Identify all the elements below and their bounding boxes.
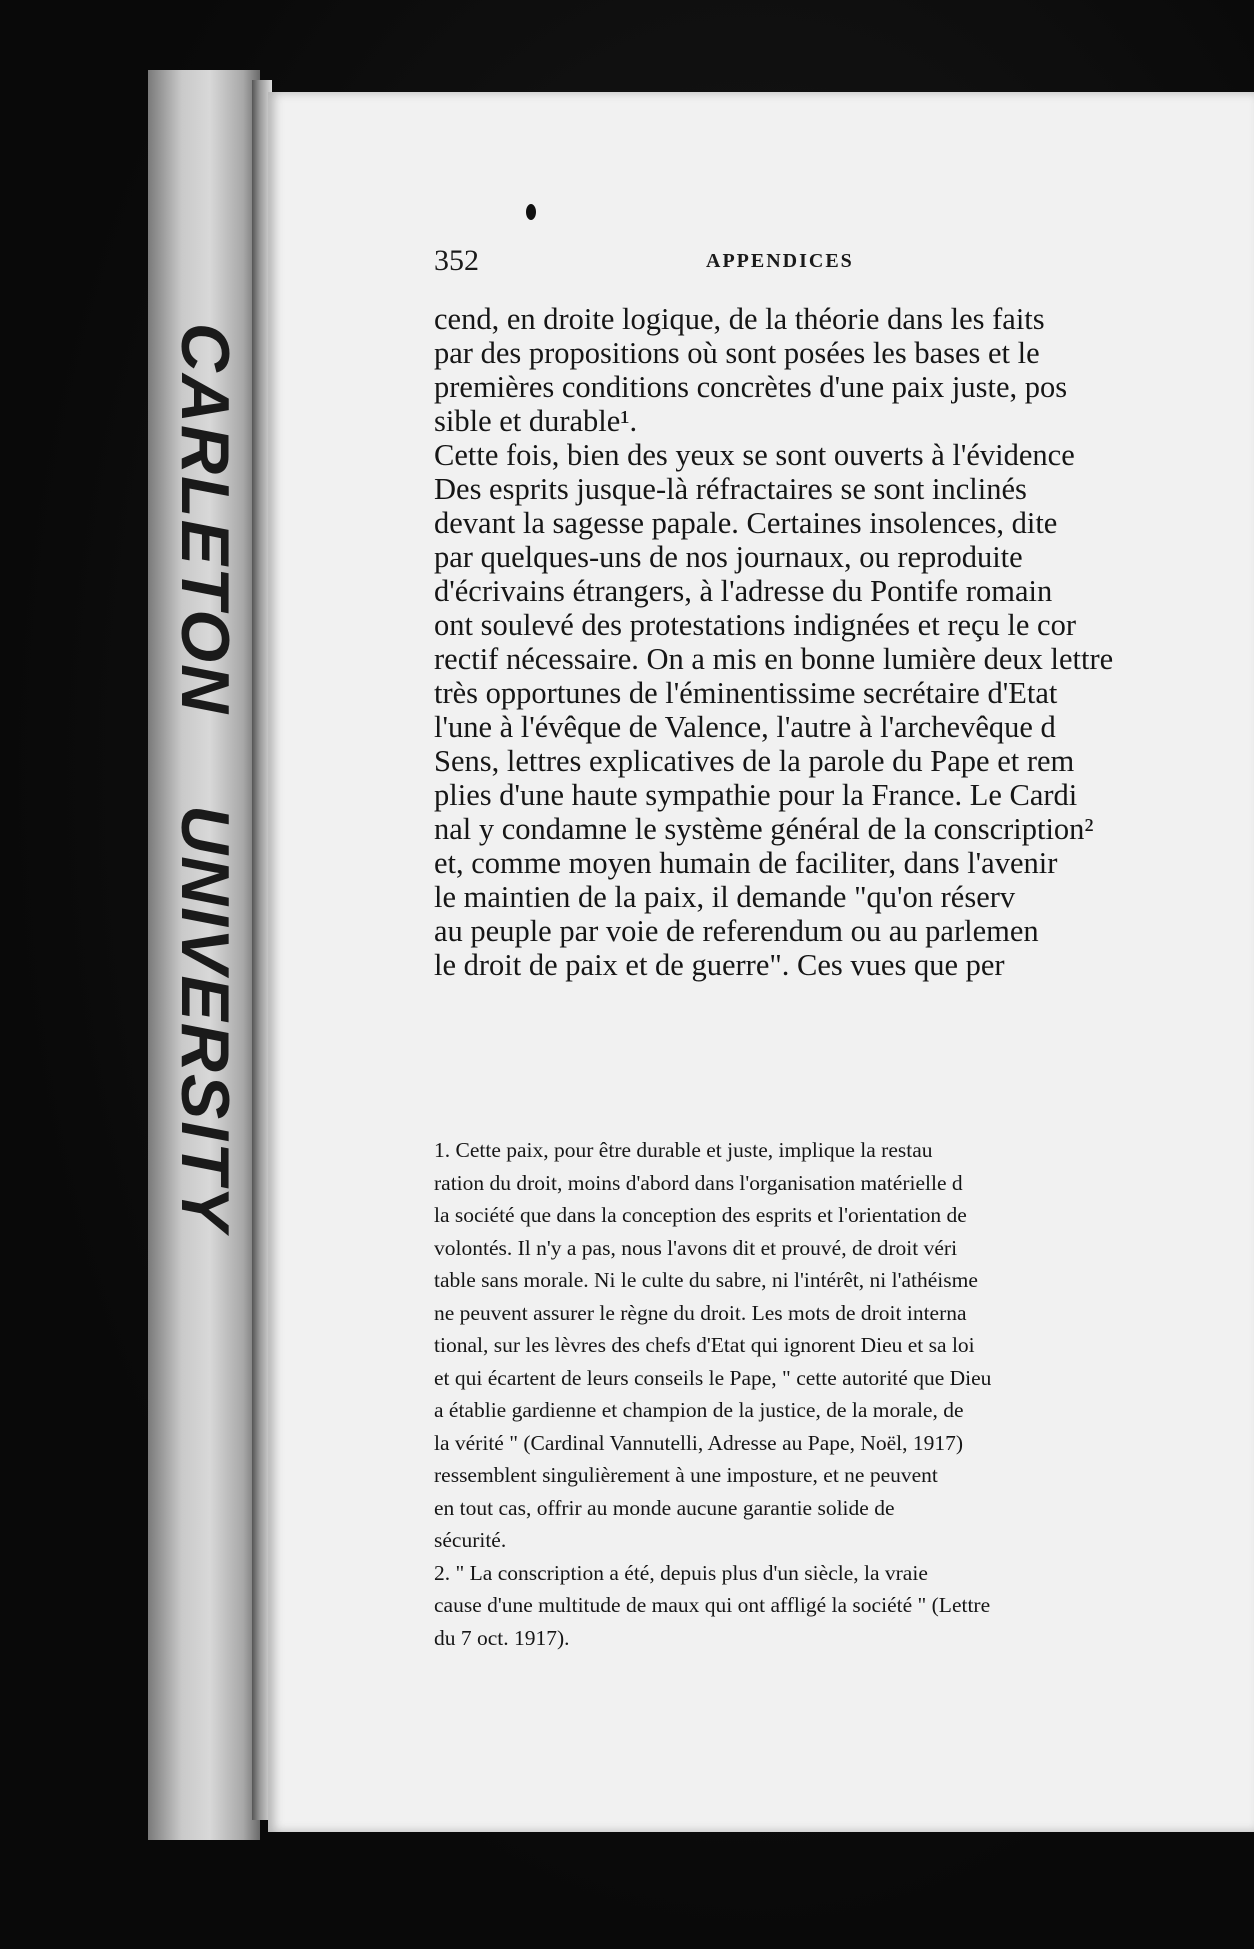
body-line: l'une à l'évêque de Valence, l'autre à l'archevêque d [434,710,1056,744]
body-line: ont soulevé des protestations indignées et reçu le cor [434,608,1077,642]
body-line: premières conditions concrètes d'une paix juste, pos [434,370,1068,404]
footnote-line: sécurité. [434,1528,507,1552]
ink-dot [526,204,536,220]
footnote-line: table sans morale. Ni le culte du sabre, ni l'intérêt, ni l'athéisme [434,1268,978,1292]
body-line: Cette fois, bien des yeux se sont ouverts à l'évidence [434,438,1075,472]
page-header [434,244,1254,284]
running-head: APPENDICES [706,250,854,272]
body-line: plies d'une haute sympathie pour la France. Le Cardi [434,778,1078,812]
footnote-line: ne peuvent assurer le règne du droit. Les mots de droit interna [434,1300,967,1325]
body-line: nal y condamne le système général de la conscription² [434,812,1094,846]
body-line: au peuple par voie de referendum ou au parlemen [434,914,1039,948]
body-line: d'écrivains étrangers, à l'adresse du Pontife romain [434,574,1053,608]
footnote-line: la vérité " (Cardinal Vannutelli, Adresse au Pape, Noël, 1917) [434,1430,964,1455]
spine-title-bottom: UNIVERSITY [167,804,243,1234]
page-number: 352 [434,244,479,277]
footnote-line: cause d'une multitude de maux qui ont affligé la société " (Lettre [434,1593,991,1617]
footnote-line: ressemblent singulièrement à une imposture, et ne peuvent [434,1463,938,1487]
footnote-line: volontés. Il n'y a pas, nous l'avons dit et prouvé, de droit véri [434,1235,958,1260]
body-line: sible et durable¹. [434,404,638,438]
body-line: le droit de paix et de guerre". Ces vues que per [434,948,1005,982]
body-line: devant la sagesse papale. Certaines insolences, dite [434,506,1058,540]
body-line: cend, en droite logique, de la théorie dans les faits [434,302,1045,336]
footnote-line: a établie gardienne et champion de la justice, de la morale, de [434,1398,964,1422]
footnote-line: 1. Cette paix, pour être durable et juste, implique la restau [434,1138,933,1162]
footnote-line: en tout cas, offrir au monde aucune garantie solide de [434,1495,895,1520]
footnote-line: la société que dans la conception des esprits et l'orientation de [434,1203,967,1227]
body-line: par quelques-uns de nos journaux, ou reproduite [434,540,1023,574]
book-page [268,92,1254,1832]
body-line: et, comme moyen humain de faciliter, dans l'avenir [434,846,1058,880]
body-line: rectif nécessaire. On a mis en bonne lumière deux lettre [434,642,1114,676]
body-line: Sens, lettres explicatives de la parole du Pape et rem [434,744,1075,778]
body-line: Des esprits jusque-là réfractaires se sont inclinés [434,472,1027,506]
body-line: le maintien de la paix, il demande "qu'on réserv [434,880,1016,914]
footnote-line: ration du droit, moins d'abord dans l'organisation matérielle d [434,1170,963,1195]
footnote-line: du 7 oct. 1917). [434,1625,570,1650]
body-text [434,302,1254,982]
footnote-line: 2. " La conscription a été, depuis plus d'un siècle, la vraie [434,1560,928,1585]
footnote-line: tional, sur les lèvres des chefs d'Etat qui ignorent Dieu et sa loi [434,1333,975,1357]
spine-label [150,320,260,1390]
footnotes [434,1134,1254,1654]
spine-title-top: CARLETON [167,322,243,716]
body-line: très opportunes de l'éminentissime secrétaire d'Etat [434,676,1058,710]
footnote-line: et qui écartent de leurs conseils le Pape, " cette autorité que Dieu [434,1365,992,1390]
body-line: par des propositions où sont posées les bases et le [434,336,1040,370]
